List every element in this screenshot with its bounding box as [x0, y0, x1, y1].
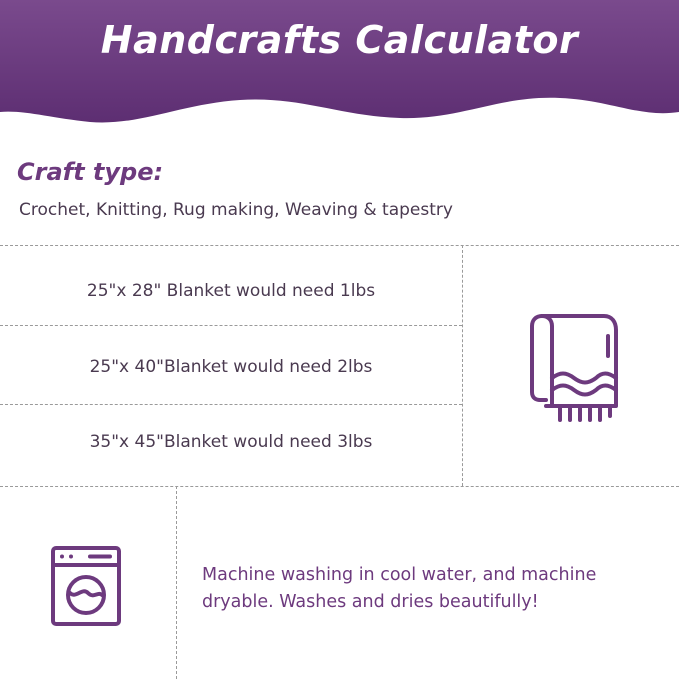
divider	[462, 245, 463, 486]
towel-blanket-icon	[528, 312, 620, 424]
divider	[176, 486, 177, 679]
blanket-size-row: 25"x 28" Blanket would need 1lbs	[86, 281, 376, 301]
washing-machine-icon	[50, 545, 122, 627]
craft-type-heading: Craft type:	[17, 158, 164, 186]
page-title: Handcrafts Calculator	[100, 18, 579, 62]
divider	[0, 325, 462, 326]
blanket-size-row: 35"x 45"Blanket would need 3lbs	[89, 432, 373, 452]
care-instructions: Machine washing in cool water, and machine dryable. Washes and dries beautifully!	[202, 565, 597, 612]
divider	[0, 486, 679, 487]
craft-type-list: Crochet, Knitting, Rug making, Weaving & tapestry	[19, 200, 453, 220]
header-banner	[0, 0, 679, 140]
divider	[0, 404, 462, 405]
blanket-size-row: 25"x 40"Blanket would need 2lbs	[89, 357, 373, 377]
divider	[0, 245, 679, 246]
